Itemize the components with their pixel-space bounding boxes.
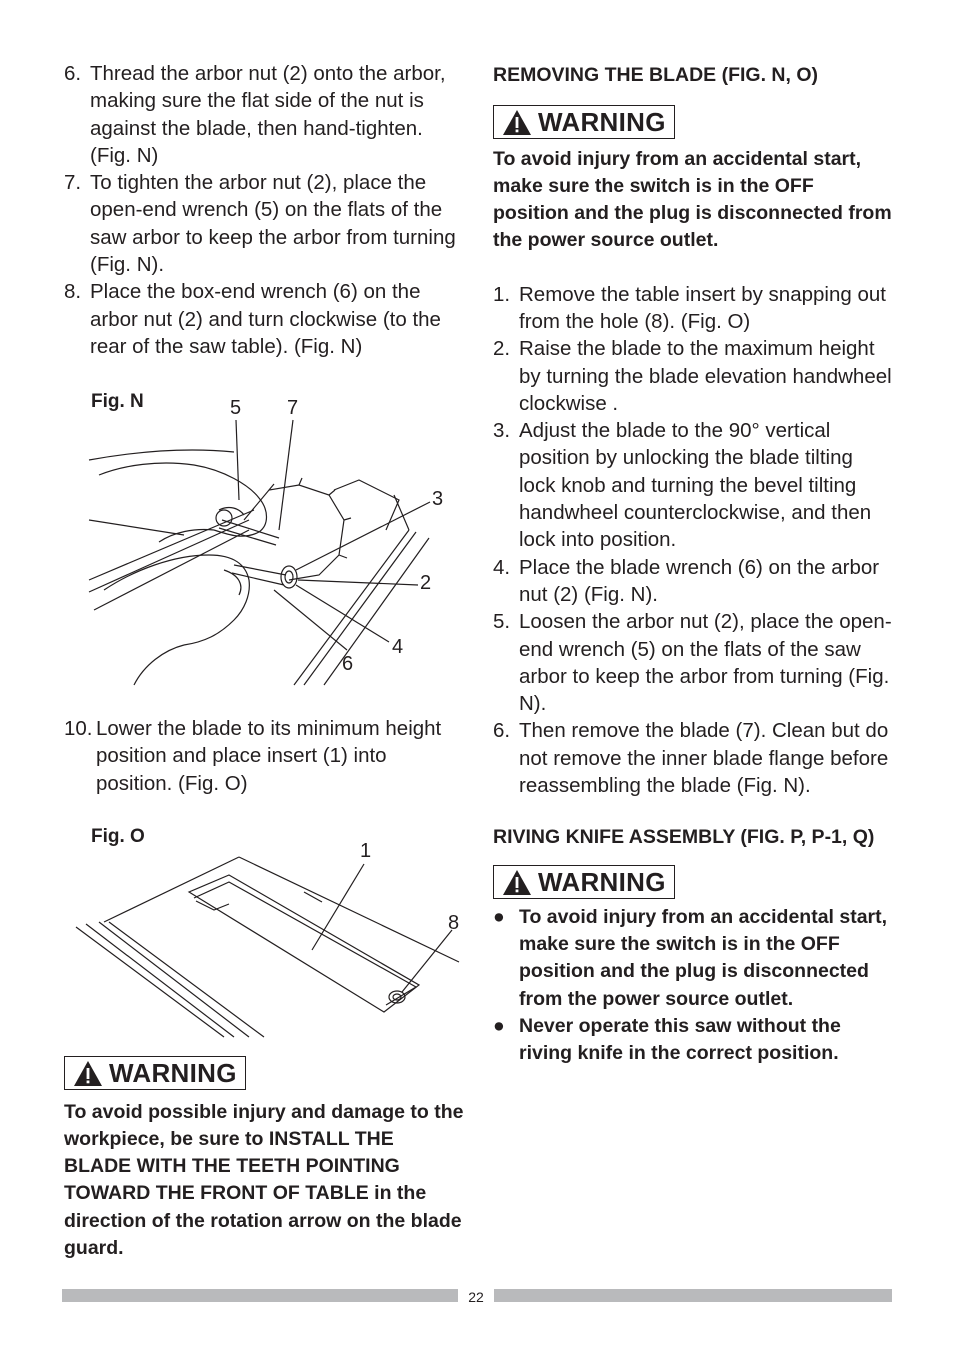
removing-blade-heading: REMOVING THE BLADE (FIG. N, O) — [493, 64, 818, 86]
left-column — [64, 60, 464, 360]
callout-6: 6 — [342, 653, 354, 675]
figure-n — [64, 380, 464, 690]
figure-o-label: Fig. O — [91, 826, 145, 847]
list-item: 7. To tighten the arbor nut (2), place the open-end wrench (5) on the flats of the saw arbor to keep the arbor from turning (Fig. N). — [64, 171, 456, 277]
right-column — [493, 62, 893, 1068]
warning-triangle-icon — [502, 109, 532, 136]
list-item: ● To avoid injury from an accidental start, make sure the switch is in the OFF position and the plug is disconnected from the power source outlet. — [493, 905, 888, 1010]
steps-list-top — [64, 60, 464, 360]
warning-label: WARNING — [538, 106, 666, 137]
list-item: 5. Loosen the arbor nut (2), place the open-end wrench (5) on the flats of the saw arbor to keep the arbor from turning (Fig. N). — [493, 610, 892, 716]
footer-bar-right — [494, 1289, 892, 1302]
table-insert-illustration — [64, 822, 464, 1042]
callout-7: 7 — [287, 397, 299, 419]
saw-arbor-illustration — [64, 380, 464, 690]
figure-n-label: Fig. N — [91, 391, 144, 412]
list-item: 10. Lower the blade to its minimum height position and place insert (1) into position. (Fig. O) — [64, 717, 442, 795]
bullet-icon: ● — [493, 1015, 505, 1038]
warning-badge — [64, 1056, 246, 1090]
removing-steps-list — [493, 281, 893, 800]
riving-knife-heading: RIVING KNIFE ASSEMBLY (FIG. P, P-1, Q) — [493, 826, 875, 849]
riving-warning-bullets — [493, 904, 893, 1068]
page-number: 22 — [468, 1289, 484, 1305]
warning-text: To avoid injury from an accidental start, make sure the switch is in the OFF position and the plug is disconnected from the power source outlet. — [493, 147, 892, 252]
callout-8: 8 — [448, 912, 460, 934]
list-item: 4. Place the blade wrench (6) on the arbor nut (2) (Fig. N). — [493, 555, 880, 606]
list-item: 6. Thread the arbor nut (2) onto the arbor, making sure the flat side of the nut is against the blade, then hand-tighten. (Fig. N) — [64, 62, 446, 167]
warning-text: To avoid possible injury and damage to the workpiece, be sure to INSTALL THE BLADE WITH THE TEETH POINTING TOWARD THE FRONT OF TABLE in the direction of the rotation arrow on the blade guard. — [64, 1100, 464, 1259]
list-item: 1. Remove the table insert by snapping out from the hole (8). (Fig. O) — [493, 282, 886, 333]
callout-3: 3 — [432, 488, 444, 510]
list-item: 8. Place the box-end wrench (6) on the arbor nut (2) and turn clockwise (to the rear of the saw table). (Fig. N) — [64, 280, 441, 358]
footer-bar-left — [62, 1289, 458, 1302]
steps-list-step10 — [64, 715, 464, 797]
list-item: 3. Adjust the blade to the 90° vertical position by unlocking the blade tilting lock knob and turning the bevel tilting handwheel counterclockwise, and then lock into position. — [493, 419, 872, 552]
warning-triangle-icon — [73, 1060, 103, 1087]
list-item: 2. Raise the blade to the maximum height by turning the blade elevation handwheel clockwise . — [493, 337, 892, 415]
callout-2: 2 — [420, 572, 432, 594]
list-item: ● Never operate this saw without the riving knife in the correct position. — [493, 1015, 841, 1065]
bullet-icon: ● — [493, 905, 505, 928]
warning-badge — [493, 105, 675, 139]
warning-triangle-icon — [502, 869, 532, 896]
callout-1: 1 — [360, 840, 372, 862]
warning-label: WARNING — [538, 866, 666, 897]
warning-badge — [493, 865, 675, 899]
list-item: 6. Then remove the blade (7). Clean but do not remove the inner blade flange before reassembling the blade (Fig. N). — [493, 719, 889, 798]
callout-4: 4 — [392, 636, 404, 658]
warning-section-left — [64, 1056, 464, 1262]
figure-o — [64, 822, 464, 1042]
left-column-lower — [64, 715, 464, 797]
warning-label: WARNING — [109, 1057, 237, 1088]
callout-5: 5 — [230, 397, 242, 419]
